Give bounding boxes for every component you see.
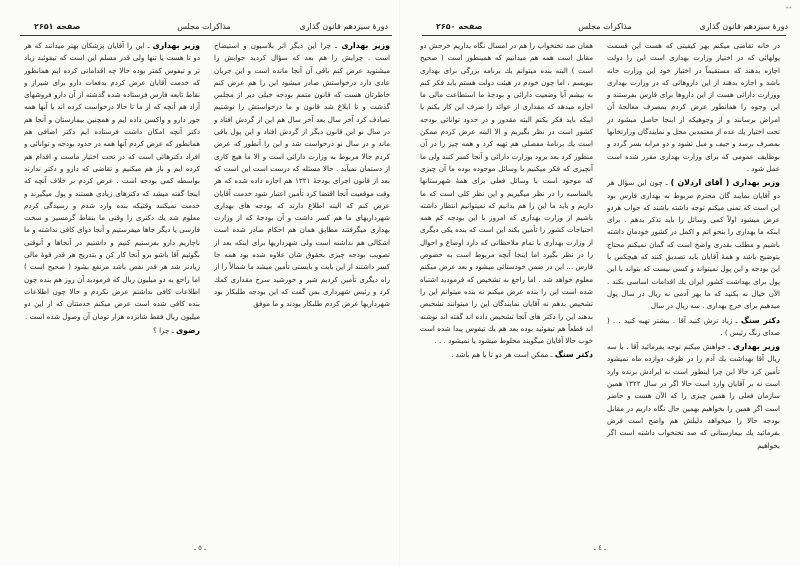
page-footer-marker: ـ ٥ ـ (193, 544, 207, 552)
page-number: صفحه ۲۶۵۱ (34, 22, 81, 31)
paragraph (24, 325, 200, 337)
legislative-term: دورهٔ سیزدهم قانون گذاری (699, 22, 788, 31)
paragraph-text: همان صد تختخواب را هم در امسال نگاه بداریم خرجش دو مقابل است همه هم میدانیم که همینطور است ( صحیح است ) البته بنده میتوانم یك برنامه بزرگی برای بهداری بنویسم ، اما چون خودم در هیئت دولت هستم باید فکر کنم به بیشم آیا وضعیت دارائی و بودجهٔ ما استطاعت مالی ما اجازه میدهد که مقداری از عوائد را صرف این کار بکنم یا اینکه باید فکر بکنم البته مقدور و در حدود توانائی بودجه کشور است در نظر بگیریم و الا البته عرض کردم ممکن است یك برنامهٔ مفصلی هم تهیه کرد و همه چیز را در آن منظور کرد بعد برود بوزارت دارائی و آنجا کسر کنند ولی ما آنچیزی که فکر میکنیم با وسائل موجوده بوده ما آن چیزی که موجود است با وسائل فعلی برای همهٔ شهرستانها بالمناسبه را در نظر میگیریم و این نظر کلی است که ما داریم و باید ما این را هم بدانیم که نمیتوانیم انتظار داشته باشیم از وزارت بهداری که امروز با این بودجه کم همه احتیاجات کشور را تأمین بکند این است که بنده یکی دیگری از وزارت بهداری با تمام ملاحظاتی که دارد اوضاع و احوال را در نظر بگیرد اما اینجا آنچه مربوط است به خصوص فارس ... این در ضمن خودستائی میشود و بعد عرض میکنم معلوم خواهد شد . اما راجع به تشخیص که فرمودید اشتباه شده است این را بنده عرض میکنم نه بنده میتوانم این را تشخیص بدهم نه آقایان نمایندگان این را میتوانند تشخیص بدهند این را دکتر های آنجا تشخیص داده اند گفته اند نوشته اند قطعاً هم تیفوئید بوده بعد هم یك تیفوس پیدا شده است خوب حالا آقایان میگویند مخلوط میشود یا نمیشود . . . (420, 41, 593, 346)
paragraph (607, 341, 780, 452)
paragraph (607, 315, 780, 340)
header-rule (422, 35, 786, 36)
column-left (420, 40, 593, 526)
paragraph-text: ـ خواهش میکنم توجه بفرمائید آقا . با سه ریال آقا بهداشت یك آدم را در ظرف دوازده ماه نمیشود تأمین کرد حالا این چرا اینطور است نه ایرادش برنده وارد است نه بر آقایان وارد است حالا اگر در سال ۱۳۲۲ همین سازمان فعلی را همین چیزی را که الآن هست و حاضر است اگر همین را بخواهیم بهمین حال نگاه داریم در مقابل بودجه حالا را میخواهد دلیلش هم واضح است فرض بفرمائید یك بیمارستانی که صد تختخواب داشته است اگر بخواهیم (607, 342, 780, 450)
page-2650 (400, 0, 800, 566)
paragraph (214, 40, 390, 311)
running-title: مذاکرات مجلس (578, 22, 632, 31)
paragraph-text: در خانه تقاضی میکنم بهر کیفیتی که هست این قسمت پولهائی که در اختیار وزارت بهداری است این را دولت اجازه بدهند که مستقیماً در اختیار خود این وزارت خانه باشد و اجازه بدهند از این داروهائی که در وزارت بهداری ووزارت دارائی هست از این داروها برای فارس بفرستند و این وجوه را همانطور عرض کردم بمصرف معالجهٔ آن امراض برسانند و از وجوهیکه از اینجا حاصل میشود در تحت اختیار یك عده از معتمدین محل و نمایندگان وزارتخانها بمصرف برسد و حیف و میل نشود و دو مرابه بسر گردد و بوظایف عمومی که برای وزارت بهداری مقرر شده است عمل شود . (607, 41, 780, 173)
edge-mark: ٭٭ (785, 4, 792, 11)
paragraph-text: ـ چون این سؤال هر دو آقایان نمایند گان محترم مربوط به بهداری فارس بود این است که تمنی میکنم توجه داشته باشند که جواب هردو عرض میشود اولاً کمی وسائل را باید تذکر بدهم . برای اینکه ما بهداری را بنحو اتم و اکمل در کشور خودمان داشته باشیم و مطلب بقدری واضح است که گمان نمیکنم محتاج بتوضیح باشد و همهٔ آقایان باید تصدیق کنند که هیچکس با این بودجه و این پول نمیتواند و کسی نیست که بتواند با این پول برای بهداشت کشور ایران یك اقدامات اساسی بکند . الآن خیال نه بکنید که ما بهر آدمی نه ریال در سال پول میدهیم برای خرج بهداری . سه ریال در سال (607, 178, 780, 311)
page-header (422, 22, 788, 36)
paragraph (420, 349, 593, 361)
speaker-name: وزیر بهداری ( آقای اردلان ) (670, 178, 780, 188)
running-title: مذاکرات مجلس (177, 22, 231, 31)
column-left (24, 40, 200, 526)
speaker-name: وزیر بهداری (152, 41, 200, 50)
paragraph (607, 177, 780, 312)
paragraph-text: ـ این را آقایان پزشکان بهتر میدانند که هر دو تا هست یا تنها ولی قدر مسلم این است که تیفوئید زیاد تر و تیفوس کمتر بوده حالا چه اقداماتی کرده ایم همانطور که خدمت آقایان عرض کردم بدفعات دارو برای شیراز و نقاط تابعه فارس فرستاده شده گذشته از آن دارو فروشهای آزاد هم آنچه که از ما تا حالا درخواست کرده اند با آنها همه جور دارو و واکسن داده ایم و همچنین بیمارستان و آنجا هم دکتر آنچه امکان داشت فرستاده ایم دکتر اضافی هم همانطور که عرض کردم آنها همه در حدود بودجه و توانائی و افراد دکترهائی است که در تحت اختیار ماست و اقدام هم کرده ایم و باز هم میکنیم و تقاضی که دارو و دکتر ندارند بواسطه کمی بودجه است . عرض کردم بر خلاف آنچه که اینجا گفته میشد که دکترهای زیادی هستند و پول میگیرند و خدمت نمیکنند وقتیکه بنده وارد شدم و رسیدگی کردم معلوم شد یك دکتری را وقتی ما بنقاط گرمسیر و سخت فارسی یا دیگر جاها میفرستیم و آنجا دوای کافی نداشته و ما ناچاریم دارو بفرستیم کنیم و داشتیم در آنجاها و آنوقتی بگوئیم آقا باشو برو آنجا کار کن و بتدریج هر قدر قوهٔ مالی زیادتر شد هر قدر نقص باشد مرتفع بشود ( صحیح است ) اما راجع به دو میلیون ریال که فرمودید آن روز هم بنده چون اطلاعات کافی نداشتم عرض نکردم و حالا چون اطلاعات بنده کافی شده است عرض میکنم خدمتتان که از این دو میلیون ریال فقط شانزده هزار تومان آن وصول شده است . (24, 41, 200, 321)
column-right (607, 40, 780, 526)
column-right (214, 40, 390, 526)
page-footer-marker: ـ ٤ ـ (593, 544, 607, 552)
paragraph (607, 40, 780, 175)
legislative-term: دورهٔ سیزدهم قانون گذاری (299, 22, 388, 31)
speaker-name: دکتر سنگ (554, 350, 593, 360)
header-rule (20, 35, 392, 36)
paragraph-text: ـ چرا ؟ (153, 325, 174, 335)
paragraph (24, 40, 200, 323)
page-header (20, 22, 388, 36)
text-columns (24, 40, 390, 526)
text-columns (420, 40, 780, 526)
speaker-name: وزیر بهداری (341, 41, 390, 50)
paragraph-text: ـ چرا این دیگر اثر بلاسیون و استیضاح است . چرایش را هم بعد که سؤال کردید جوابش را میشنوید عرض کنم باقی آن آنجا مانده است و این جریان عادی دارد درخواستش صادر میشود این را هم عرض کنم خاطرتان هست که قانون متمم بودجه خیلی دیر از مجلس گذشت و تا ابلاغ شد قانون و ما درخواستش را نوشتیم تصادف کرد آخر سال بعد آخر سال هم این از گردش افتاد و در سال نو این قانون دیگر از گردش افتاد و این پول باقی ماند و در سال نو درخواست شد و این را آنطور که عرض کردم حالا مربوط به وزارت دارائی است و الا ما هیچ کاری از دستمان نمیآید . حالا مسئله که درست است این است که بعد از قانون اجرای بودجهٔ ۱۳۲۱ هم اجازه داده شده که هر وقت موقعیت آنجا اقتضا کرد تأمین اعتبار شود خدمت آقایان عرض کنم که البته اطلاع دارند که بودجه های بهداری شهرداریهای ما هم کسر داشت و آن بودجهٔ که از وزارت بهداری میگرفتند مطابق همان هم احکام صادر شده است اشکالی هم نداشته است ولی شهرداریها برای اینکه بعد از تصویب بودجه چیزی بحقوق شان علاوه شده بود همه جا کسر داشتند از این بابت و بایستی تأمین میشد ما شمالاً را از راه دیگری تأمین کردیم شیر و خورشید سرخ مقداری کمك کرد و رئیس شهرداری بمن گفت که این بودجه طلبکار بود شهرداریها عرض کردم طلبکار بودند و ما موفق (214, 41, 390, 309)
paragraph (420, 40, 593, 347)
paragraph-text: ـ زیاد ترش کنید آقا . بیشتر تهیه کنید . . ( صدای زنگ رئیس ) . (607, 315, 780, 337)
paragraph-text: ـ ممکن است هر دو تا با هم باشد . (451, 350, 553, 360)
speaker-name: دکتر سنگ (740, 315, 780, 325)
speaker-name: وزیر بهداری (732, 342, 780, 352)
speaker-name: رضوی (175, 325, 200, 335)
page-number: صفحه ۲۶۵۰ (436, 22, 483, 31)
